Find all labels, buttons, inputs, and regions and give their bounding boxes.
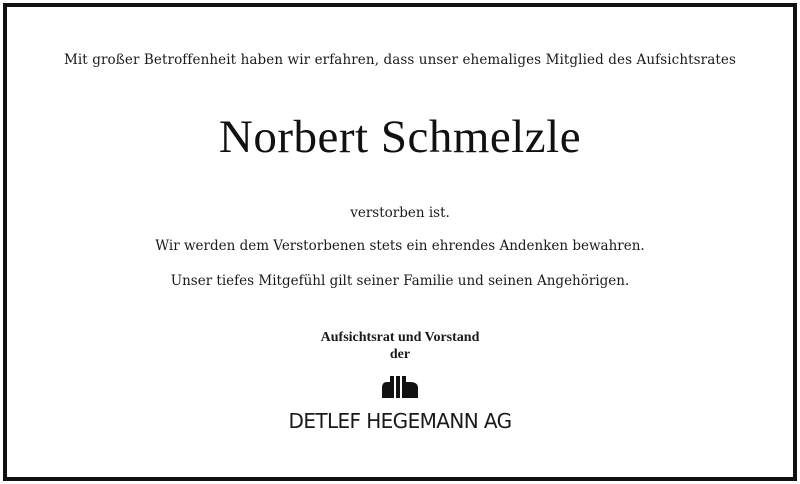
notice-intro-text: Mit großer Betroffenheit haben wir erfahren, dass unser ehemaliges Mitglied des Aufsichtsrates — [63, 52, 737, 68]
dh-company-logo-icon — [381, 376, 419, 398]
signature-board-line: Aufsichtsrat und Vorstand — [320, 330, 480, 345]
deceased-name-heading: Norbert Schmelzle — [218, 111, 582, 163]
notice-line-deceased: verstorben ist. — [350, 205, 450, 221]
notice-line-remembrance: Wir werden dem Verstorbenen stets ein ehrendes Andenken bewahren. — [155, 238, 645, 254]
signature-der-line: der — [389, 347, 411, 362]
company-name-logotype: DETLEF HEGEMANN AG — [288, 409, 512, 433]
notice-line-condolence: Unser tiefes Mitgefühl gilt seiner Familie und seinen Angehörigen. — [170, 273, 630, 289]
